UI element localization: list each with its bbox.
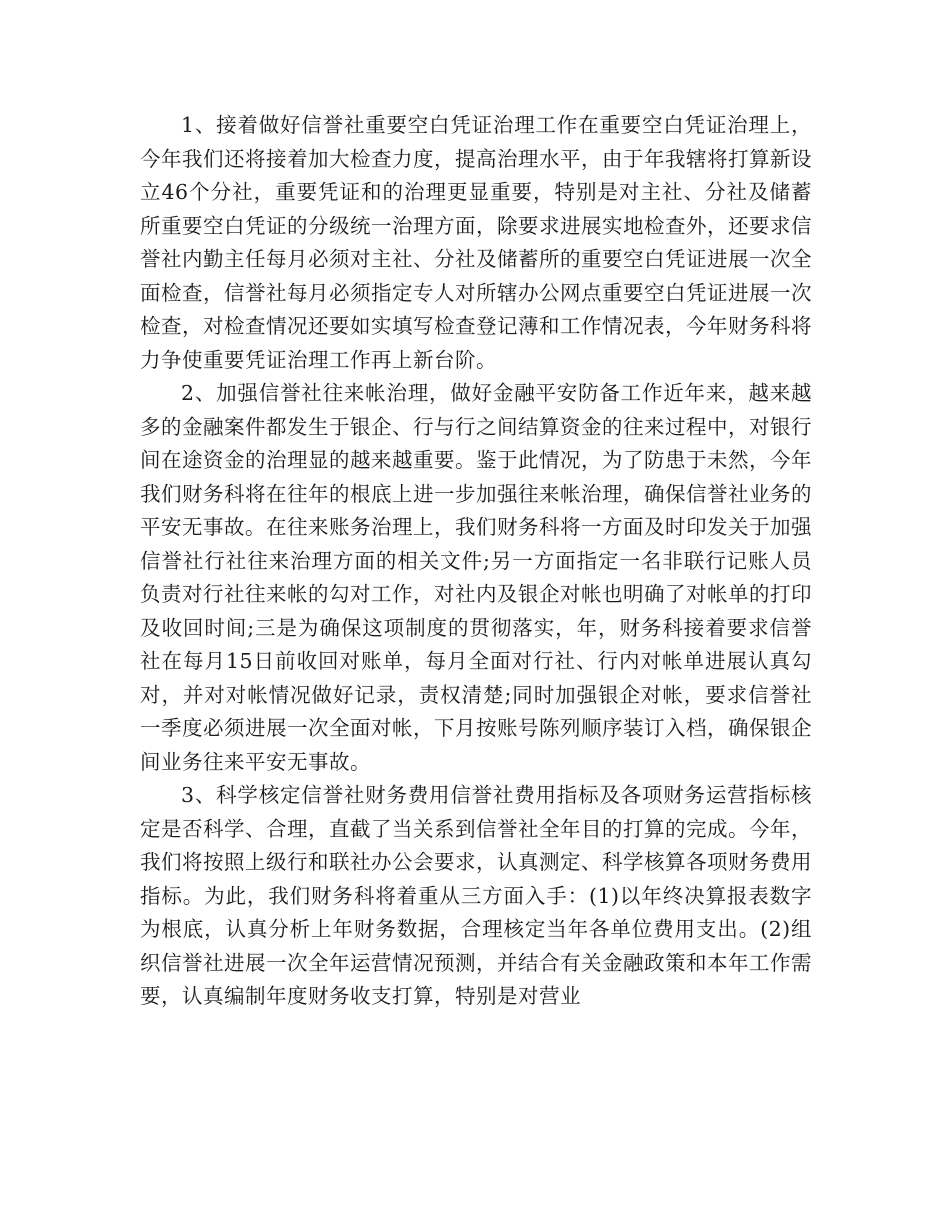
paragraph-3: 3、科学核定信誉社财务费用信誉社费用指标及各项财务运营指标核定是否科学、合理，直截了当关系到信誉社全年目的打算的完成。今年，我们将按照上级行和联社办公会要求，认真测定、科学核算各项财务费用指标。为此，我们财务科将着重从三方面入手：(1)以年终决算报表数字为根底，认真分析上年财务数据，合理核定当年各单位费用支出。(2)组织信誉社进展一次全年运营情况预测，并结合有关金融政策和本年工作需要，认真编制年度财务收支打算，特别是对营业 <box>140 783 812 1008</box>
paragraph-2: 2、加强信誉社往来帐治理，做好金融平安防备工作近年来，越来越多的金融案件都发生于银企、行与行之间结算资金的往来过程中，对银行间在途资金的治理显的越来越重要。鉴于此情况，为了防患于未然，今年我们财务科将在往年的根底上进一步加强往来帐治理，确保信誉社业务的平安无事故。在往来账务治理上，我们财务科将一方面及时印发关于加强信誉社行社往来治理方面的相关文件;另一方面指定一名非联行记账人员负责对行社往来帐的勾对工作，对社内及银企对帐也明确了对帐单的打印及收回时间;三是为确保这项制度的贯彻落实，年，财务科接着要求信誉社在每月15日前收回对账单，每月全面对行社、行内对帐单进展认真勾对，并对对帐情况做好记录，责权清楚;同时加强银企对帐，要求信誉社一季度必须进展一次全面对帐，下月按账号陈列顺序装订入档，确保银企间业务往来平安无事故。 <box>140 381 812 774</box>
document-body <box>140 109 812 1014</box>
paragraph-1: 1、接着做好信誉社重要空白凭证治理工作在重要空白凭证治理上，今年我们还将接着加大检查力度，提高治理水平，由于年我辖将打算新设立46个分社，重要凭证和的治理更显重要，特别是对主社、分社及储蓄所重要空白凭证的分级统一治理方面，除要求进展实地检查外，还要求信誉社内勤主任每月必须对主社、分社及储蓄所的重要空白凭证进展一次全面检查，信誉社每月必须指定专人对所辖办公网点重要空白凭证进展一次检查，对检查情况还要如实填写检查登记薄和工作情况表，今年财务科将力争使重要凭证治理工作再上新台阶。 <box>140 113 812 372</box>
